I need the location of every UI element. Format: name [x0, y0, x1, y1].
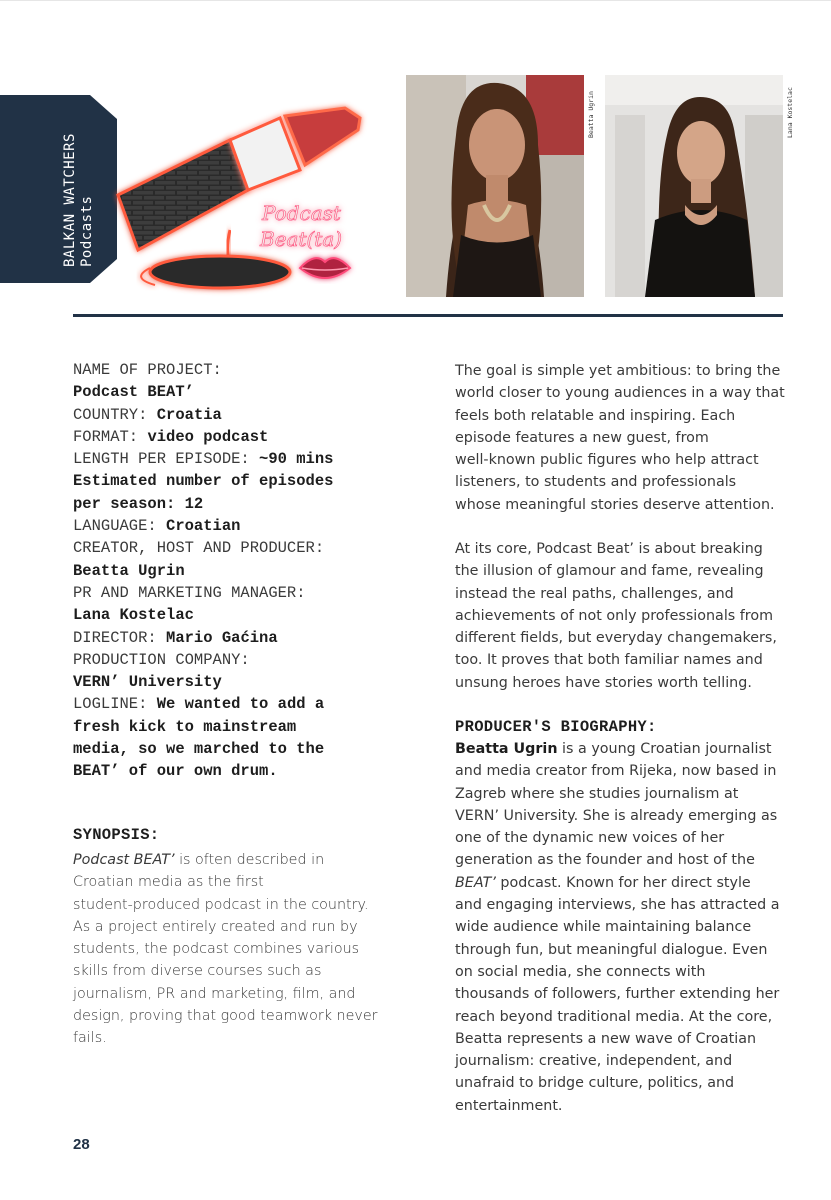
paragraph-line: Zagreb where she studies journalism at [455, 785, 739, 802]
country-value: Croatia [156, 405, 222, 424]
paragraph-line: well-known public figures who help attract [455, 452, 759, 469]
podcast-beat-logo [110, 100, 375, 300]
synopsis-line: design, proving that good teamwork never [73, 1008, 378, 1025]
biography-text: podcast. Known for her direct style [495, 874, 751, 891]
paragraph-line: The goal is simple yet ambitious: to bring the [455, 363, 781, 379]
language-label: LANGUAGE: [73, 517, 157, 536]
synopsis-text: is often described in [174, 852, 325, 868]
paragraph-line: unsung heroes have stories worth telling. [455, 674, 752, 691]
format-value: video podcast [147, 427, 269, 446]
pr-label: PR AND MARKETING MANAGER: [73, 583, 306, 602]
paragraph-line: achievements of not only professionals from [455, 607, 774, 624]
synopsis-body [73, 849, 385, 1050]
paragraph-line: instead the real paths, challenges, and [455, 585, 734, 602]
photo-caption-lana: Lana Kostelac [786, 87, 794, 138]
paragraph-line: generation as the founder and host of the [455, 852, 755, 869]
paragraph-line: thousands of followers, further extending her [455, 986, 780, 1003]
paragraph-line: on social media, she connects with [455, 963, 706, 980]
paragraph-line: reach beyond traditional media. At the core, [455, 1008, 773, 1025]
logline-label: LOGLINE: [73, 695, 148, 714]
synopsis-line: fails. [73, 1030, 107, 1047]
episodes-line-2: per season: 12 [73, 494, 204, 513]
length-label: LENGTH PER EPISODE: [73, 450, 250, 469]
paragraph-line: wide audience while maintaining balance [455, 919, 752, 936]
paragraph-line: the illusion of glamour and fame, revealing [455, 563, 764, 580]
section-tab-title: BALKAN WATCHERS [62, 133, 78, 267]
paragraph-line: listeners, to students and professionals [455, 474, 737, 491]
project-name-label: NAME OF PROJECT: [73, 361, 222, 379]
biography-italic-title: BEAT’ [455, 874, 496, 891]
synopsis-line: Croatian media as the first [73, 874, 264, 891]
pr-value: Lana Kostelac [73, 606, 194, 625]
country-label: COUNTRY: [73, 405, 148, 424]
section-tab-subtitle: Podcasts [79, 195, 95, 267]
logline-line: We wanted to add a [156, 695, 325, 714]
episodes-line-1: Estimated number of episodes [73, 472, 334, 491]
director-value: Mario Gaćina [166, 628, 278, 647]
paragraph-line: and engaging interviews, she has attracted a [455, 897, 780, 914]
synopsis-line: As a project entirely created and run by [73, 918, 358, 935]
paragraph-line: and media creator from Rijeka, now based in [455, 763, 777, 780]
photo-beatta-ugrin [406, 75, 584, 297]
synopsis-heading: SYNOPSIS: [73, 826, 160, 844]
logline-line: BEAT’ of our own drum. [73, 762, 278, 781]
page-number: 28 [73, 1136, 90, 1153]
logo-text-podcast: Podcast [262, 201, 341, 225]
length-value: ~90 mins [259, 450, 334, 469]
project-info [73, 359, 373, 783]
goal-paragraph [455, 360, 795, 516]
synopsis-line: students, the podcast combines various [73, 941, 360, 958]
paragraph-line: through fun, but meaningful dialogue. Even [455, 941, 768, 958]
biography-heading: PRODUCER'S BIOGRAPHY: [455, 718, 657, 736]
paragraph-line: feels both relatable and inspiring. Each [455, 407, 736, 424]
synopsis-title-italic: Podcast BEAT’ [73, 852, 175, 868]
paragraph-line: one of the dynamic new voices of her [455, 830, 725, 847]
paragraph-line: At its core, Podcast Beat’ is about breaking [455, 541, 763, 557]
paragraph-line: whose meaningful stories deserve attention. [455, 496, 775, 513]
company-value: VERN’ University [73, 673, 222, 692]
logline-line: media, so we marched to the [73, 740, 325, 759]
creator-value: Beatta Ugrin [73, 561, 185, 580]
synopsis-line: student-produced podcast in the country. [73, 896, 369, 913]
synopsis-line: skills from diverse courses such as [73, 963, 322, 980]
paragraph-line: journalism: creative, independent, and [455, 1053, 733, 1070]
biography-name: Beatta Ugrin [455, 741, 558, 757]
top-edge-rule [0, 0, 831, 1]
paragraph-line: world closer to young audiences in a way that [455, 385, 785, 402]
paragraph-line: too. It proves that both familiar names and [455, 652, 763, 669]
biography-text: is a young Croatian journalist [557, 741, 772, 757]
photo-lana-kostelac [605, 75, 783, 297]
photo-caption-beatta: Beatta Ugrin [587, 91, 595, 138]
paragraph-line: unafraid to bridge culture, politics, and [455, 1075, 735, 1092]
logline-line: fresh kick to mainstream [73, 717, 297, 736]
company-label: PRODUCTION COMPANY: [73, 650, 250, 669]
paragraph-line: different fields, but everyday changemakers, [455, 630, 777, 647]
lips-icon [300, 258, 350, 278]
synopsis-line: journalism, PR and marketing, film, and [73, 985, 356, 1002]
paragraph-line: Beatta represents a new wave of Croatian [455, 1030, 757, 1047]
paragraph-line: VERN’ University. She is already emerging as [455, 807, 778, 824]
director-label: DIRECTOR: [73, 628, 157, 647]
project-name-value: Podcast BEAT’ [73, 383, 194, 402]
creator-label: CREATOR, HOST AND PRODUCER: [73, 539, 325, 558]
section-tab-label [62, 133, 96, 267]
paragraph-line: episode features a new guest, from [455, 429, 709, 446]
language-value: Croatian [166, 517, 241, 536]
format-label: FORMAT: [73, 427, 139, 446]
core-paragraph [455, 538, 795, 694]
paragraph-line: entertainment. [455, 1097, 563, 1114]
section-tab [0, 95, 117, 283]
section-divider [73, 314, 783, 317]
biography-paragraph [455, 738, 795, 1117]
logo-text-beat: Beat(ta) [260, 227, 343, 251]
